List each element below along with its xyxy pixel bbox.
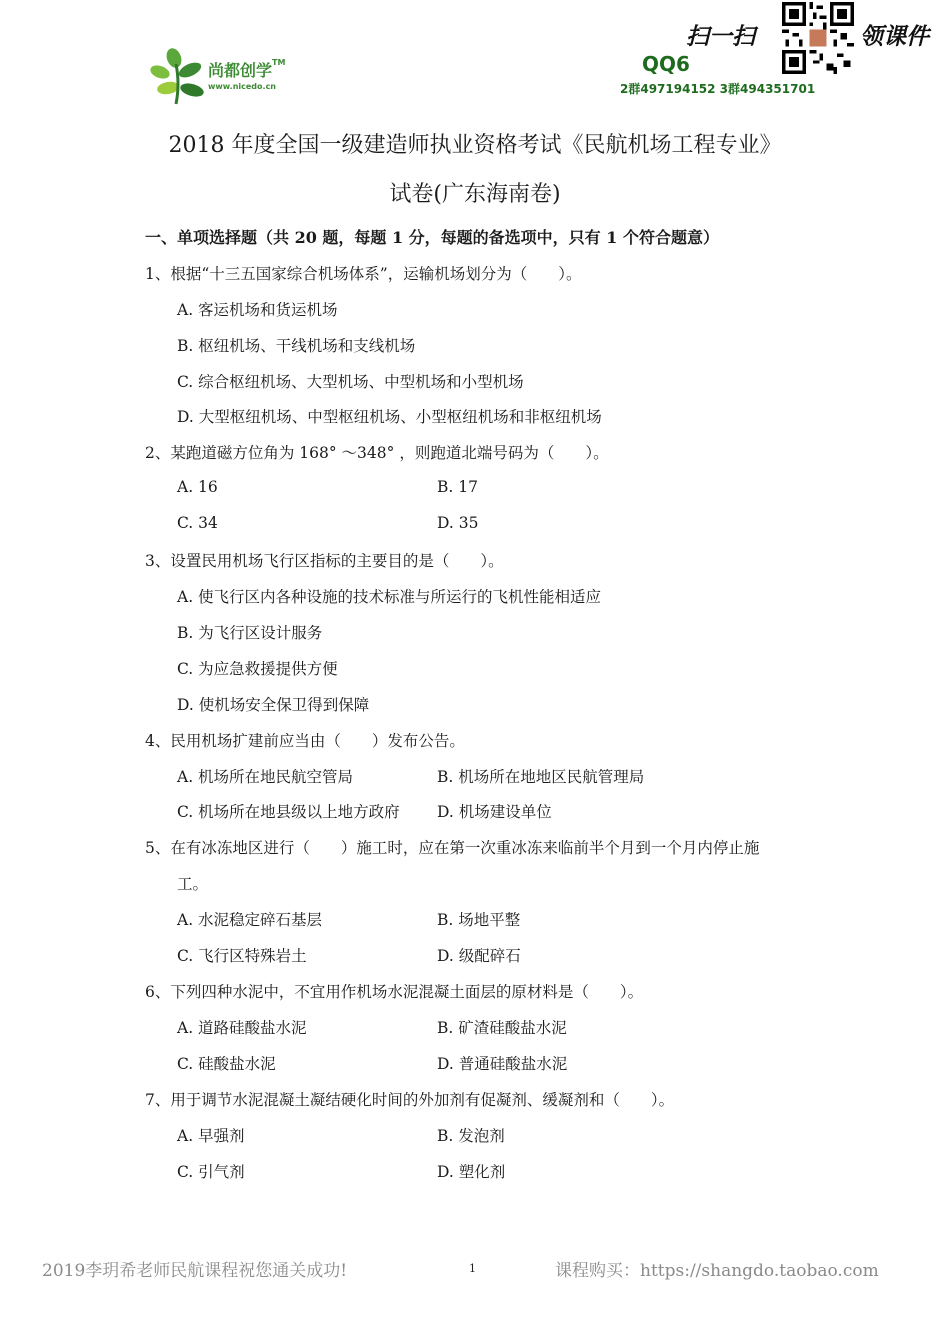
- question-stem: 7、用于调节水泥混凝土凝结硬化时间的外加剂有促凝剂、缓凝剂和（ ）。: [145, 1091, 675, 1109]
- option: C. 硅酸盐水泥: [177, 1055, 276, 1073]
- option: C. 机场所在地县级以上地方政府: [177, 803, 400, 821]
- option: B. 发泡剂: [437, 1127, 505, 1145]
- option: D. 35: [437, 514, 479, 532]
- option: B. 17: [437, 478, 478, 496]
- option: D. 机场建设单位: [437, 803, 552, 821]
- option: C. 引气剂: [177, 1163, 245, 1181]
- exam-title: 2018 年度全国一级建造师执业资格考试《民航机场工程专业》: [168, 133, 782, 158]
- exam-subtitle: 试卷(广东海南卷): [389, 182, 561, 207]
- option: C. 34: [177, 514, 218, 532]
- get-courseware-text: 领课件: [860, 23, 929, 50]
- option: D. 塑化剂: [437, 1163, 506, 1181]
- option: A. 客运机场和货运机场: [177, 301, 338, 319]
- option: B. 枢纽机场、干线机场和支线机场: [177, 337, 416, 355]
- option: B. 为飞行区设计服务: [177, 624, 323, 642]
- option: B. 矿渣硅酸盐水泥: [437, 1019, 567, 1037]
- brand-url: www.nicedo.cn: [208, 82, 277, 91]
- qr-code-icon: [782, 2, 854, 74]
- footer-shop-link[interactable]: 课程购买：https://shangdo.taobao.com: [555, 1261, 879, 1281]
- option: A. 机场所在地民航空管局: [177, 768, 354, 786]
- option: C. 综合枢纽机场、大型机场、中型机场和小型机场: [177, 373, 524, 391]
- option: B. 机场所在地地区民航管理局: [437, 768, 645, 786]
- option: A. 早强剂: [177, 1127, 245, 1145]
- question-stem-continued: 工。: [177, 875, 209, 893]
- scan-text: 扫一扫: [686, 23, 755, 50]
- option: A. 道路硅酸盐水泥: [177, 1019, 307, 1037]
- option: A. 使飞行区内各种设施的技术标准与所运行的飞机性能相适应: [177, 588, 602, 606]
- option: D. 级配碎石: [437, 947, 521, 965]
- option: A. 16: [177, 478, 218, 496]
- question-stem: 3、设置民用机场飞行区指标的主要目的是（ ）。: [145, 552, 504, 570]
- page-number: 1: [469, 1262, 476, 1275]
- section-heading: 一、单项选择题（共 20 题，每题 1 分，每题的备选项中，只有 1 个符合题意）: [145, 228, 719, 247]
- option: A. 水泥稳定碎石基层: [177, 911, 323, 929]
- qq-label: QQ6: [642, 52, 690, 76]
- option: C. 飞行区特殊岩土: [177, 947, 307, 965]
- brand-trademark: TM: [272, 58, 286, 67]
- brand-name: 尚都创学™: [208, 58, 286, 80]
- qq-groups: 2群497194152 3群494351701: [620, 82, 816, 96]
- option: D. 普通硅酸盐水泥: [437, 1055, 568, 1073]
- option: B. 场地平整: [437, 911, 521, 929]
- footer-slogan: 2019李玥希老师民航课程祝您通关成功!: [42, 1261, 348, 1281]
- question-stem: 2、某跑道磁方位角为 168° ～348° ，则跑道北端号码为（ ）。: [145, 444, 609, 462]
- option: D. 大型枢纽机场、中型枢纽机场、小型枢纽机场和非枢纽机场: [177, 408, 602, 426]
- question-stem: 1、根据“十三五国家综合机场体系”，运输机场划分为（ ）。: [145, 265, 582, 283]
- option: C. 为应急救援提供方便: [177, 660, 338, 678]
- question-stem: 5、在有冰冻地区进行（ ）施工时，应在第一次重冰冻来临前半个月到一个月内停止施: [145, 839, 760, 857]
- question-stem: 4、民用机场扩建前应当由（ ）发布公告。: [145, 732, 465, 750]
- question-stem: 6、下列四种水泥中，不宜用作机场水泥混凝土面层的原材料是（ ）。: [145, 983, 644, 1001]
- option: D. 使机场安全保卫得到保障: [177, 696, 370, 714]
